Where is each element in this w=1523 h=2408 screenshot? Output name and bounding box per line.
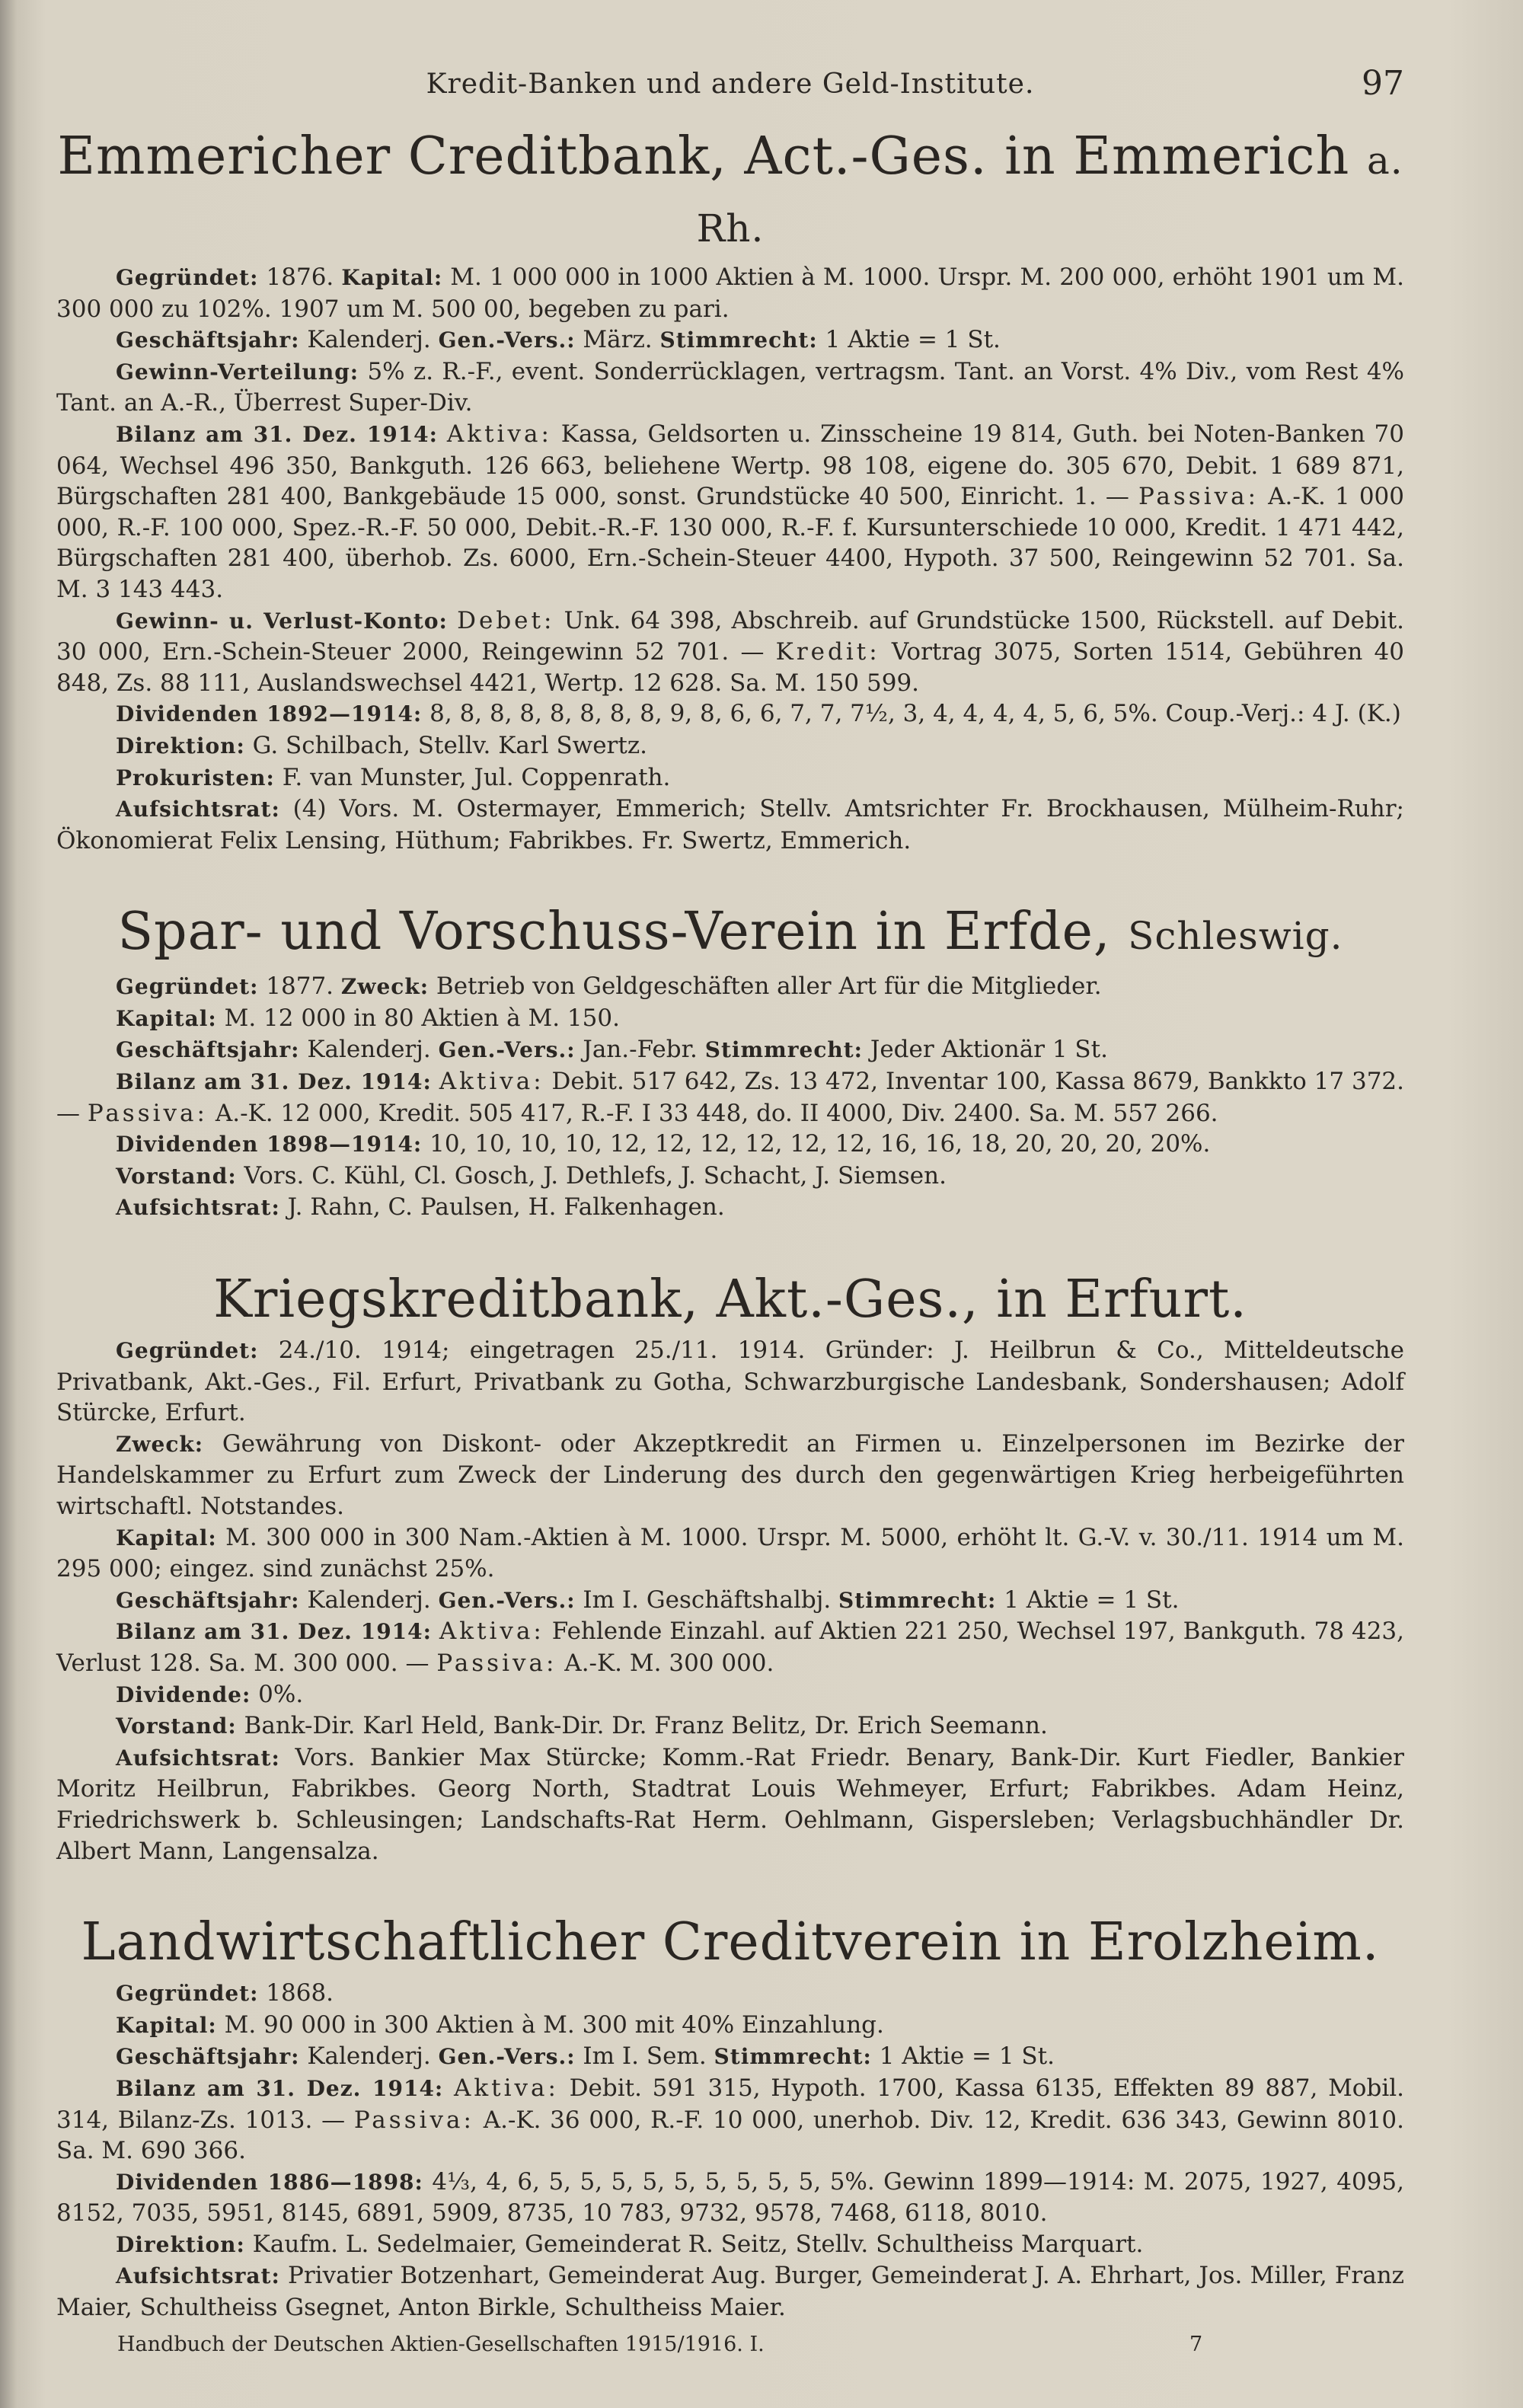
body-text: Debit. 591 315, Hypoth. 1700, Kassa 6135, Effekten 89 887, Mobil. 314, Bilanz-Zs. 1013. — bbox=[56, 2074, 1404, 2134]
body-text: Jeder Aktionär 1 St. bbox=[863, 1036, 1108, 1064]
entry-title-suffix: Schleswig. bbox=[1128, 914, 1343, 959]
entry-paragraph bbox=[56, 1335, 1404, 1429]
body-text: 1 Aktie = 1 St. bbox=[996, 1586, 1180, 1614]
signature-mark: 7 bbox=[1189, 2332, 1203, 2356]
field-label: Bilanz am 31. Dez. 1914: bbox=[116, 1069, 432, 1095]
field-label: Zweck: bbox=[340, 974, 429, 1000]
field-label: Geschäftsjahr: bbox=[116, 327, 300, 353]
body-text: (4) Vors. M. Ostermayer, Emmerich; Stellv. Amtsrichter Fr. Brockhausen, Mülheim-Ruhr; Ökonomierat Felix Lensing, Hüthum; Fabrikbes. Fr. Swertz, Emmerich. bbox=[56, 795, 1404, 854]
field-label: Stimmrecht: bbox=[704, 1037, 864, 1063]
entry-paragraph bbox=[56, 794, 1404, 856]
body-text: A.-K. M. 300 000. bbox=[557, 1649, 774, 1677]
field-label: Prokuristen: bbox=[116, 765, 275, 790]
body-text: M. 12 000 in 80 Aktien à M. 150. bbox=[216, 1004, 620, 1032]
field-label: Dividende: bbox=[116, 1681, 251, 1707]
field-label: Bilanz am 31. Dez. 1914: bbox=[116, 1619, 432, 1645]
body-text: Kalenderj. bbox=[299, 2042, 439, 2071]
field-label: Kapital: bbox=[116, 1005, 217, 1031]
body-text: Kalenderj. bbox=[299, 1036, 439, 1064]
body-text: A.-K. 36 000, R.-F. 10 000, unerhob. Div. 12, Kredit. 636 343, Gewinn 8010. Sa. M. 690 366. bbox=[56, 2106, 1404, 2165]
field-label: Gen.-Vers.: bbox=[438, 2044, 576, 2070]
entry-paragraph bbox=[56, 1034, 1404, 1066]
field-label: Aufsichtsrat: bbox=[116, 1745, 280, 1771]
entry-paragraph bbox=[56, 762, 1404, 794]
entry-title-suffix: a. Rh. bbox=[696, 139, 1403, 251]
page-content bbox=[56, 62, 1404, 2363]
field-label: Stimmrecht: bbox=[838, 1587, 997, 1613]
body-text: März. bbox=[575, 326, 660, 354]
entry-title: Kriegskreditbank, Akt.-Ges., in Erfurt. bbox=[213, 1269, 1247, 1330]
body-text: Vortrag 3075, Sorten 1514, Gebühren 40 848, Zs. 88 111, Auslandswechsel 4421, Wertp. 12 628. Sa. M. 150 599. bbox=[56, 638, 1404, 697]
field-label: Gegründet: bbox=[116, 265, 259, 290]
body-text: Vors. Bankier Max Stürcke; Komm.-Rat Friedr. Benary, Bank-Dir. Kurt Fiedler, Bankier Moritz Heilbrun, Fabrikbes. Georg North, Stadtrat Louis Wehmeyer, Erfurt; Fabrikbes. Adam Heinz, Friedrichswerk b. Schleusingen; Landschafts-Rat Herm. Oehlmann, Gispersleben; Verlagsbuchhändler Dr. Albert Mann, Langensalza. bbox=[56, 1743, 1404, 1865]
body-text: Kassa, Geldsorten u. Zinsscheine 19 814, Guth. bei Noten-Banken 70 064, Wechsel 496 350, Bankguth. 126 663, beliehene Wertp. 98 108, eigene do. 305 670, Debit. 1 689 871, Bürgschaften 281 400, Bankgebäude 15 000, sonst. Grundstücke 40 500, Einricht. 1. — bbox=[56, 420, 1405, 511]
entry-body bbox=[56, 1978, 1404, 2323]
spaced-heading: Passiva: bbox=[436, 1649, 557, 1677]
field-label: Dividenden 1898—1914: bbox=[116, 1132, 423, 1158]
entry-paragraph bbox=[56, 2041, 1404, 2073]
entry-paragraph bbox=[56, 1679, 1404, 1711]
body-text: Im I. Sem. bbox=[575, 2042, 714, 2071]
entry-paragraph bbox=[56, 2229, 1404, 2261]
page-footer bbox=[56, 2330, 1404, 2363]
field-label: Kapital: bbox=[341, 265, 443, 290]
field-label: Gegründet: bbox=[116, 1338, 259, 1364]
body-text: 1 Aktie = 1 St. bbox=[817, 326, 1001, 354]
spaced-heading: Kredit: bbox=[775, 638, 880, 666]
body-text: 1877. bbox=[258, 972, 341, 1001]
entry-paragraph bbox=[56, 2167, 1404, 2229]
entry-paragraph bbox=[56, 1978, 1404, 2010]
field-label: Geschäftsjahr: bbox=[116, 1037, 300, 1063]
field-label: Aufsichtsrat: bbox=[116, 797, 280, 822]
body-text: Gewährung von Diskont- oder Akzeptkredit an Firmen u. Einzelpersonen im Bezirke der Handelskammer zu Erfurt zum Zweck der Linderung des durch den gegenwärtigen Krieg herbeigeführten wirtschaftl. Notstandes. bbox=[56, 1429, 1404, 1520]
field-label: Aufsichtsrat: bbox=[116, 1195, 280, 1221]
field-label: Direktion: bbox=[116, 2231, 245, 2257]
field-label: Geschäftsjahr: bbox=[116, 1587, 300, 1613]
body-text: 1 Aktie = 1 St. bbox=[871, 2042, 1055, 2071]
entry-paragraph bbox=[56, 1742, 1404, 1867]
entry-paragraph bbox=[56, 605, 1404, 699]
field-label: Dividenden 1886—1898: bbox=[116, 2169, 423, 2195]
entry-paragraph bbox=[56, 356, 1404, 419]
entry-paragraph bbox=[56, 1710, 1404, 1742]
spaced-heading: Passiva: bbox=[353, 2106, 474, 2134]
entry-paragraph bbox=[56, 1192, 1404, 1224]
field-label: Zweck: bbox=[116, 1431, 204, 1457]
field-label: Gen.-Vers.: bbox=[438, 1037, 576, 1063]
footer-text: Handbuch der Deutschen Aktien-Gesellschaften 1915/1916. I. bbox=[117, 2332, 765, 2356]
entry-paragraph bbox=[56, 1161, 1404, 1193]
body-text: Kaufm. L. Sedelmaier, Gemeinderat R. Seitz, Stellv. Schultheiss Marquart. bbox=[244, 2230, 1144, 2258]
field-label: Gen.-Vers.: bbox=[438, 327, 576, 353]
field-label: Vorstand: bbox=[116, 1163, 237, 1189]
field-label: Geschäftsjahr: bbox=[116, 2044, 300, 2070]
field-label: Bilanz am 31. Dez. 1914: bbox=[116, 421, 438, 447]
body-text: F. van Munster, Jul. Coppenrath. bbox=[274, 763, 671, 791]
body-text: A.-K. 1 000 000, R.-F. 100 000, Spez.-R.-F. 50 000, Debit.-R.-F. 130 000, R.-F. f. Kursunterschiede 10 000, Kredit. 1 471 442, Bürgschaften 281 400, überhob. Zs. 6000, Ern.-Schein-Steuer 4400, Hypoth. 37 500, Reingewinn 52 701. Sa. M. 3 143 443. bbox=[56, 483, 1404, 603]
entry-paragraph bbox=[56, 1585, 1404, 1617]
body-text bbox=[448, 607, 457, 634]
entry-paragraph bbox=[56, 971, 1404, 1003]
spaced-heading: Aktiva: bbox=[453, 2074, 559, 2102]
field-label: Kapital: bbox=[116, 2012, 217, 2038]
entry-body bbox=[56, 262, 1404, 856]
spaced-heading: Passiva: bbox=[87, 1099, 208, 1127]
body-text: Kalenderj. bbox=[299, 326, 439, 354]
spaced-heading: Aktiva: bbox=[439, 1068, 544, 1096]
running-head-title: Kredit-Banken und andere Geld-Institute. bbox=[426, 69, 1035, 100]
body-text bbox=[432, 1618, 439, 1645]
company-entry bbox=[56, 1911, 1404, 2323]
body-text: M. 300 000 in 300 Nam.-Aktien à M. 1000. Urspr. M. 5000, erhöht lt. G.-V. v. 30./11. 1914 um M. 295 000; eingez. sind zunächst 25%. bbox=[56, 1523, 1404, 1583]
entry-paragraph bbox=[56, 1616, 1404, 1678]
field-label: Gewinn-Verteilung: bbox=[116, 359, 359, 385]
entry-paragraph bbox=[56, 2010, 1404, 2042]
entry-paragraph bbox=[56, 730, 1404, 762]
body-text: Unk. 64 398, Abschreib. auf Grundstücke 1500, Rückstell. auf Debit. 30 000, Ern.-Schein-Steuer 2000, Reingewinn 52 701. — bbox=[56, 606, 1405, 666]
field-label: Dividenden 1892—1914: bbox=[116, 701, 423, 727]
body-text: 4⅓, 4, 6, 5, 5, 5, 5, 5, 5, 5, 5, 5, 5%. Gewinn 1899—1914: M. 2075, 1927, 4095, 8152, 7035, 5951, 8145, 6891, 5909, 8735, 10 783, 9732, 9578, 7468, 6118, 8010. bbox=[56, 2167, 1404, 2228]
body-text: M. 90 000 in 300 Aktien à M. 300 mit 40% Einzahlung. bbox=[216, 2010, 884, 2039]
body-text: 24./10. 1914; eingetragen 25./11. 1914. Gründer: J. Heilbrun & Co., Mitteldeutsche Privatbank, Akt.-Ges., Fil. Erfurt, Privatbank zu Gotha, Schwarzburgische Landesbank, Sondershausen; Adolf Stürcke, Erfurt. bbox=[56, 1337, 1404, 1427]
field-label: Vorstand: bbox=[116, 1713, 237, 1739]
entry-paragraph bbox=[56, 2073, 1404, 2167]
body-text: 1868. bbox=[258, 1979, 334, 2007]
field-label: Kapital: bbox=[116, 1525, 217, 1551]
body-text: Kalenderj. bbox=[299, 1586, 439, 1614]
entry-paragraph bbox=[56, 262, 1404, 324]
field-label: Stimmrecht: bbox=[714, 2044, 872, 2070]
entry-body bbox=[56, 1335, 1404, 1867]
body-text: Privatier Botzenhart, Gemeinderat Aug. Burger, Gemeinderat J. A. Ehrhart, Jos. Miller, Franz Maier, Schultheiss Gsegnet, Anton Birkle, Schultheiss Maier. bbox=[56, 2262, 1404, 2322]
entry-paragraph bbox=[56, 1066, 1404, 1129]
body-text: Bank-Dir. Karl Held, Bank-Dir. Dr. Franz Belitz, Dr. Erich Seemann. bbox=[236, 1712, 1048, 1740]
running-head bbox=[56, 62, 1404, 111]
entry-title: Spar- und Vorschuss-Verein in Erfde, Schleswig. bbox=[117, 902, 1343, 963]
company-entry bbox=[56, 900, 1404, 1224]
entry-paragraph bbox=[56, 1522, 1404, 1585]
body-text: Vors. C. Kühl, Cl. Gosch, J. Dethlefs, J. Schacht, J. Siemsen. bbox=[236, 1161, 947, 1190]
body-text: A.-K. 12 000, Kredit. 505 417, R.-F. I 33 448, do. II 4000, Div. 2400. Sa. M. 557 266. bbox=[207, 1099, 1218, 1127]
entry-paragraph bbox=[56, 1429, 1404, 1522]
body-text: M. 1 000 000 in 1000 Aktien à M. 1000. Urspr. M. 200 000, erhöht 1901 um M. 300 000 zu 102%. 1907 um M. 500 00, begeben zu pari. bbox=[56, 263, 1404, 323]
body-text: Jan.-Febr. bbox=[575, 1036, 705, 1064]
body-text: Debit. 517 642, Zs. 13 472, Inventar 100, Kassa 8679, Bankkto 17 372. — bbox=[56, 1068, 1405, 1127]
entry-paragraph bbox=[56, 419, 1404, 605]
body-text: 8, 8, 8, 8, 8, 8, 8, 8, 9, 8, 6, 6, 7, 7, 7½, 3, 4, 4, 4, 4, 5, 6, 5%. Coup.-Verj.: 4 J. (K.) bbox=[422, 700, 1401, 728]
spaced-heading: Passiva: bbox=[1138, 483, 1260, 511]
entry-paragraph bbox=[56, 1003, 1404, 1035]
entry-paragraph bbox=[56, 324, 1404, 356]
body-text: 1876. bbox=[258, 263, 342, 291]
field-label: Stimmrecht: bbox=[659, 327, 818, 353]
body-text: J. Rahn, C. Paulsen, H. Falkenhagen. bbox=[279, 1193, 725, 1222]
field-label: Direktion: bbox=[116, 733, 245, 758]
entry-paragraph bbox=[56, 1129, 1404, 1161]
body-text: 5% z. R.-F., event. Sonderrücklagen, vertragsm. Tant. an Vorst. 4% Div., vom Rest 4% Tant. an A.-R., Überrest Super-Div. bbox=[56, 357, 1404, 417]
field-label: Gewinn- u. Verlust-Konto: bbox=[116, 608, 448, 634]
spaced-heading: Aktiva: bbox=[446, 420, 552, 448]
entry-title: Emmericher Creditbank, Act.-Ges. in Emmerich a. Rh. bbox=[57, 126, 1403, 251]
field-label: Bilanz am 31. Dez. 1914: bbox=[116, 2075, 444, 2101]
body-text: Im I. Geschäftshalbj. bbox=[575, 1586, 839, 1614]
company-entry bbox=[56, 125, 1404, 856]
body-text bbox=[432, 1068, 439, 1095]
entry-title: Landwirtschaftlicher Creditverein in Erolzheim. bbox=[81, 1912, 1380, 1973]
entry-body bbox=[56, 971, 1404, 1224]
field-label: Gen.-Vers.: bbox=[438, 1587, 576, 1613]
body-text: Fehlende Einzahl. auf Aktien 221 250, Wechsel 197, Bankguth. 78 423, Verlust 128. Sa. M. 300 000. — bbox=[56, 1618, 1405, 1677]
field-label: Gegründet: bbox=[116, 974, 259, 1000]
entry-paragraph bbox=[56, 698, 1404, 730]
field-label: Aufsichtsrat: bbox=[116, 2263, 280, 2289]
spaced-heading: Aktiva: bbox=[439, 1618, 544, 1646]
company-entry bbox=[56, 1268, 1404, 1867]
body-text: 0%. bbox=[251, 1680, 304, 1708]
body-text: G. Schilbach, Stellv. Karl Swertz. bbox=[244, 731, 648, 759]
body-text: Betrieb von Geldgeschäften aller Art für die Mitglieder. bbox=[429, 972, 1102, 1001]
field-label: Gegründet: bbox=[116, 1981, 259, 2007]
body-text bbox=[443, 2074, 454, 2102]
entry-paragraph bbox=[56, 2260, 1404, 2323]
spaced-heading: Debet: bbox=[457, 606, 555, 634]
page-number: 97 bbox=[1362, 64, 1404, 103]
body-text bbox=[438, 420, 447, 448]
body-text: 10, 10, 10, 10, 12, 12, 12, 12, 12, 12, 16, 16, 18, 20, 20, 20, 20%. bbox=[422, 1130, 1211, 1158]
